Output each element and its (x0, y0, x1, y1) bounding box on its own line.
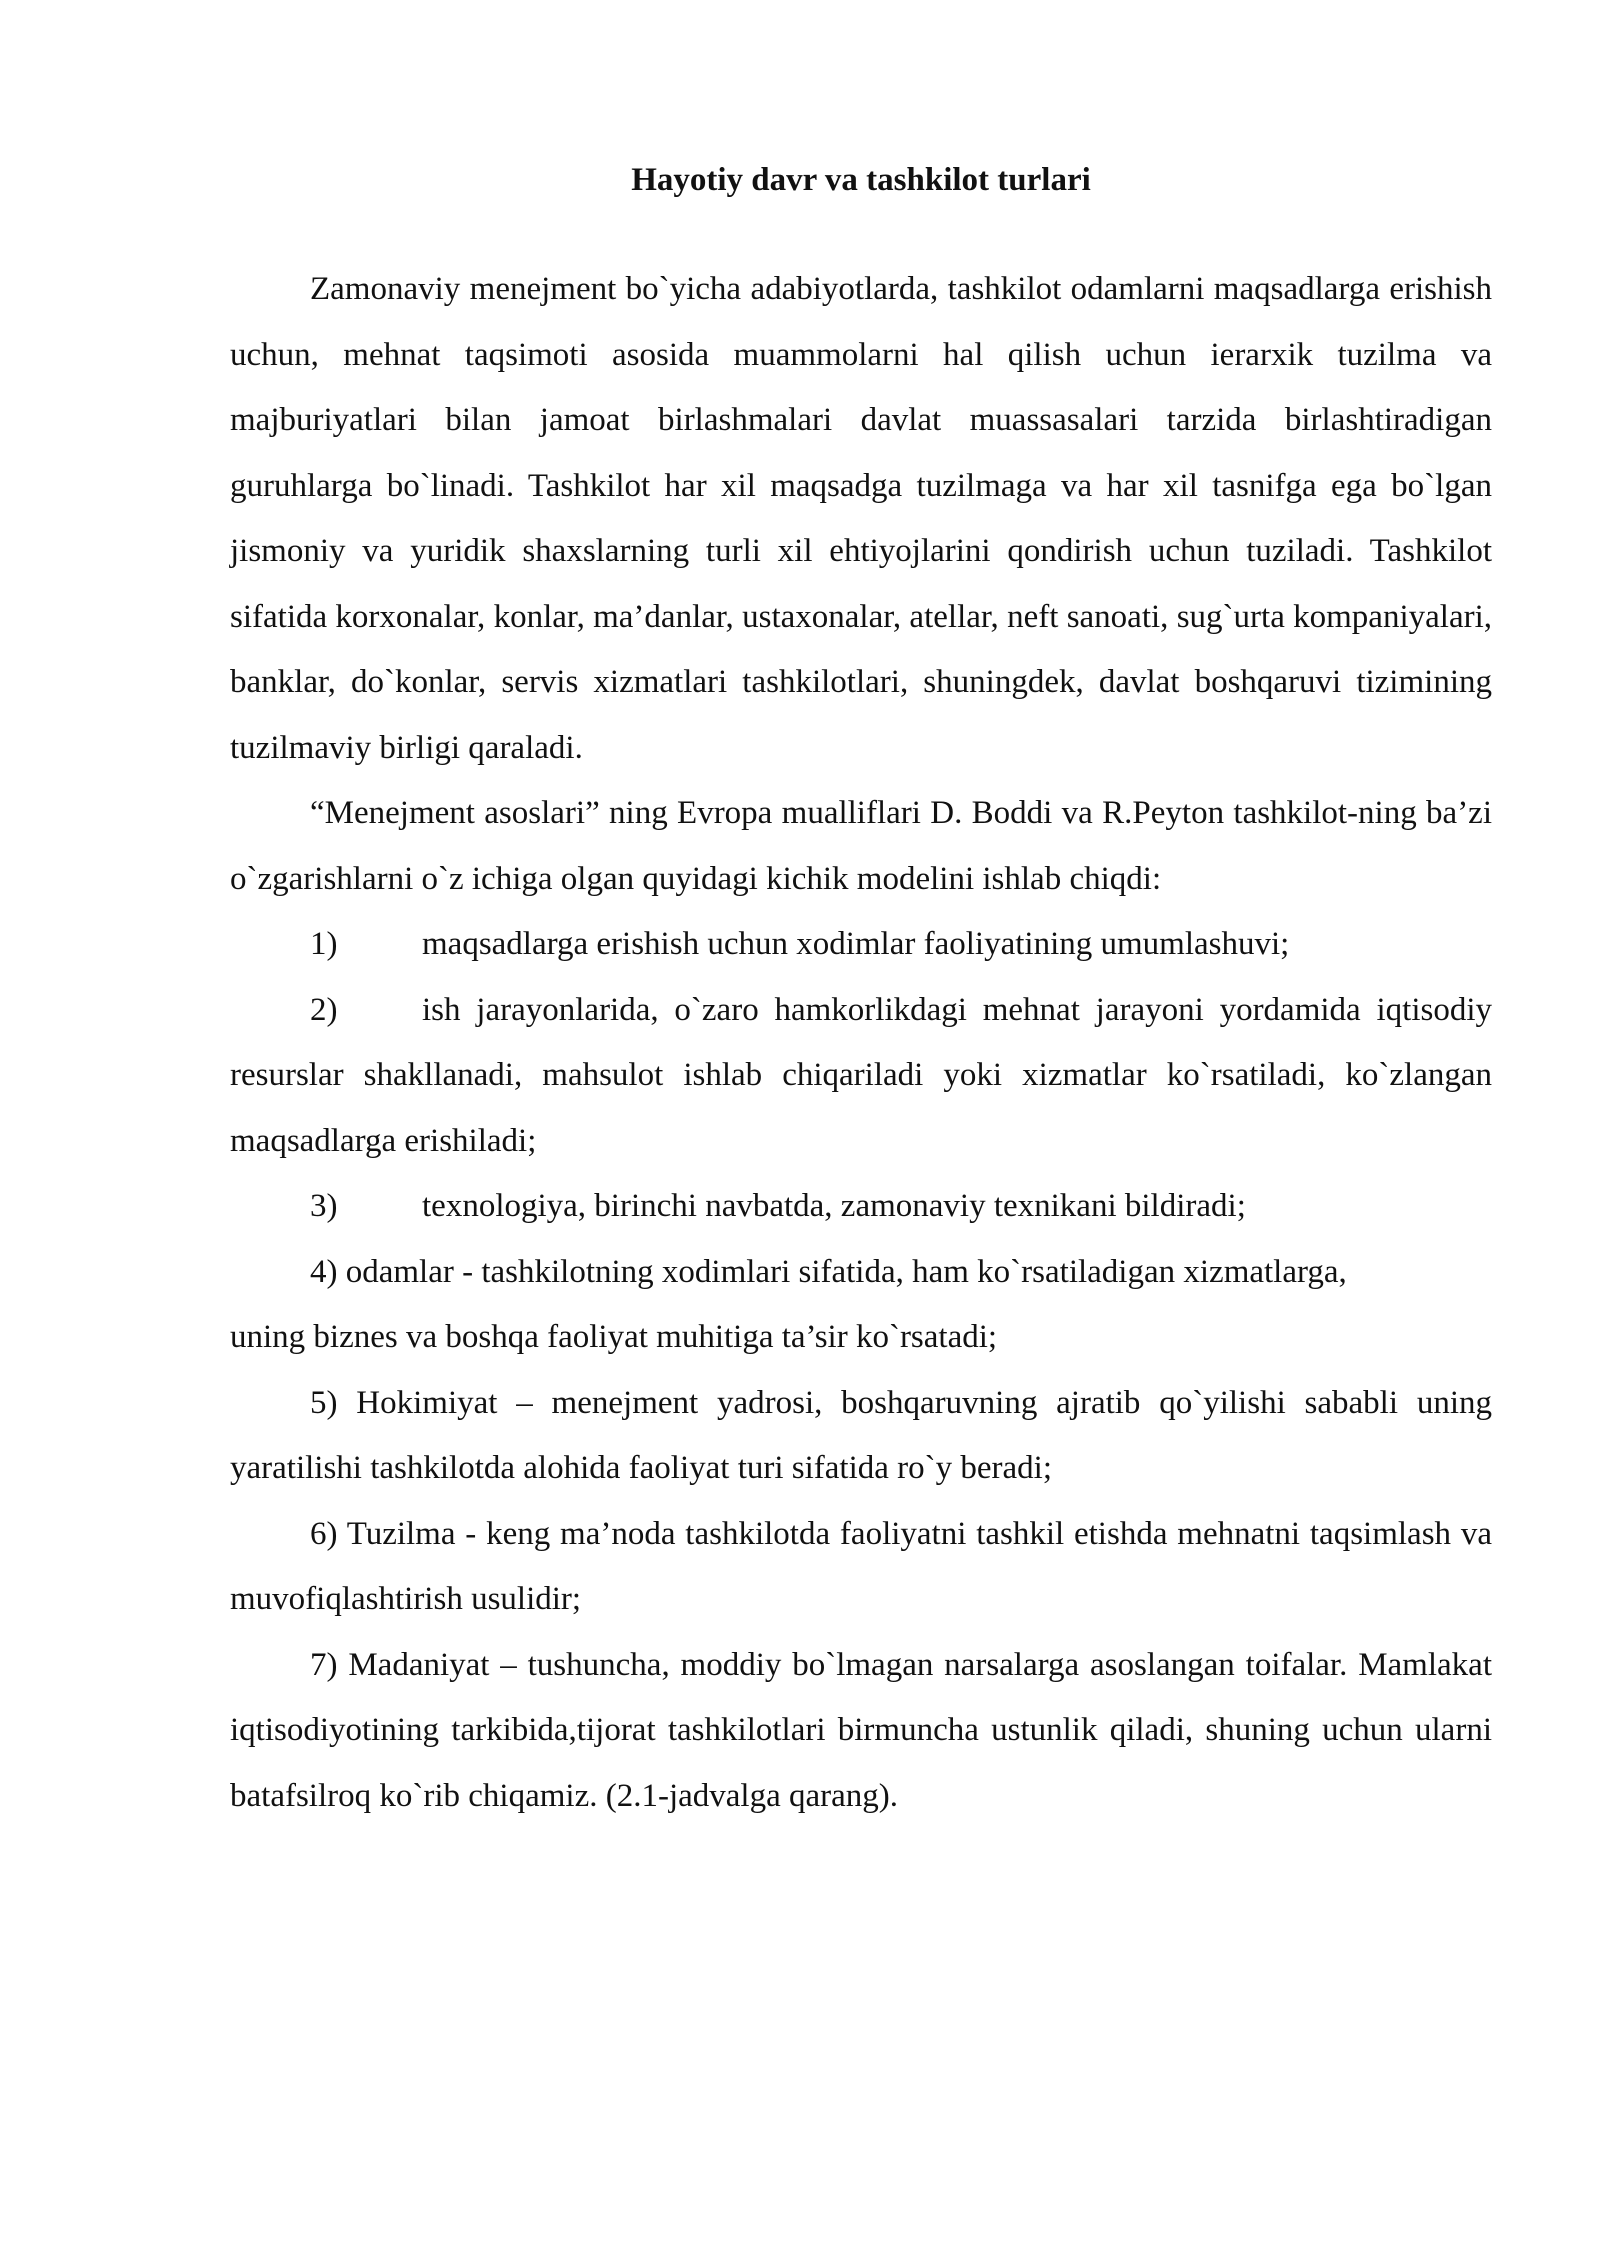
title-spacer (230, 213, 1492, 257)
document-title: Hayotiy davr va tashkilot turlari (631, 162, 1091, 198)
list-item-1 (230, 912, 1492, 978)
list-item-7: 7) Madaniyat – tushuncha, moddiy bo`lmagan narsalarga asoslangan toifalar. Mamlakat iqtisodiyotining tarkibida,tijorat tashkilotlari birmuncha ustunlik qiladi, shuning uchun ularni batafsilroq ko`rib chiqamiz. (2.1-jadvalga qarang). (230, 1646, 1492, 1814)
list-item-1-text: maqsadlarga erishish uchun xodimlar faoliyatining umumlashuvi; (422, 926, 1290, 962)
paragraph-2: “Menejment asoslari” ning Evropa mualliflari D. Boddi va R.Peyton tashkilot-ning ba’zi o`zgarishlarni o`z ichiga olgan quyidagi kichik modelini ishlab chiqdi: (230, 795, 1492, 897)
list-item-2-number: 2) (310, 991, 338, 1028)
list-item-6: 6) Tuzilma - keng ma’noda tashkilotda faoliyatni tashkil etishda mehnatni taqsimlash va muvofiqlashtirish usulidir; (230, 1515, 1492, 1617)
list-item-5: 5) Hokimiyat – menejment yadrosi, boshqaruvning ajratib qo`yilishi sababli uning yaratilishi tashkilotda alohida faoliyat turi sifatida ro`y beradi; (230, 1384, 1492, 1486)
list-item-4-line-1: 4) odamlar - tashkilotning xodimlari sifatida, ham ko`rsatiladigan xizmatlarga, (310, 1253, 1347, 1290)
list-item-4-line-2: uning biznes va boshqa faoliyat muhitiga ta’sir ko`rsatadi; (230, 1319, 998, 1355)
list-item-1-number: 1) (310, 926, 338, 962)
list-item-2-text: ish jarayonlarida, o`zaro hamkorlikdagi mehnat jarayoni yordamida iqtisodiy resurslar shakllanadi, mahsulot ishlab chiqariladi yoki xizmatlar ko`rsatiladi, ko`zlangan maqsadlarga erishiladi; (230, 991, 1492, 1159)
list-item-2 (230, 978, 1492, 1175)
document-page (230, 148, 1492, 1829)
list-item-3-number: 3) (310, 1188, 338, 1224)
list-item-3-text: texnologiya, birinchi navbatda, zamonaviy texnikani bildiradi; (422, 1188, 1246, 1224)
list-item-3 (230, 1174, 1492, 1240)
paragraph-1: Zamonaviy menejment bo`yicha adabiyotlarda, tashkilot odamlarni maqsadlarga erishish uchun, mehnat taqsimoti asosida muammolarni hal qilish uchun ierarxik tuzilma va majburiyatlari bilan jamoat birlashmalari davlat muassasalari tarzida birlashtiradigan guruhlarga bo`linadi. Tashkilot har xil maqsadga tuzilmaga va har xil tasnifga ega bo`lgan jismoniy va yuridik shaxslarning turli xil ehtiyojlarini qondirish uchun tuziladi. Tashkilot sifatida korxonalar, konlar, ma’danlar, ustaxonalar, atellar, neft sanoati, sug`urta kompaniyalari, banklar, do`konlar, servis xizmatlari tashkilotlari, shuningdek, davlat boshqaruvi tizimining tuzilmaviy birligi qaraladi. (230, 271, 1492, 766)
